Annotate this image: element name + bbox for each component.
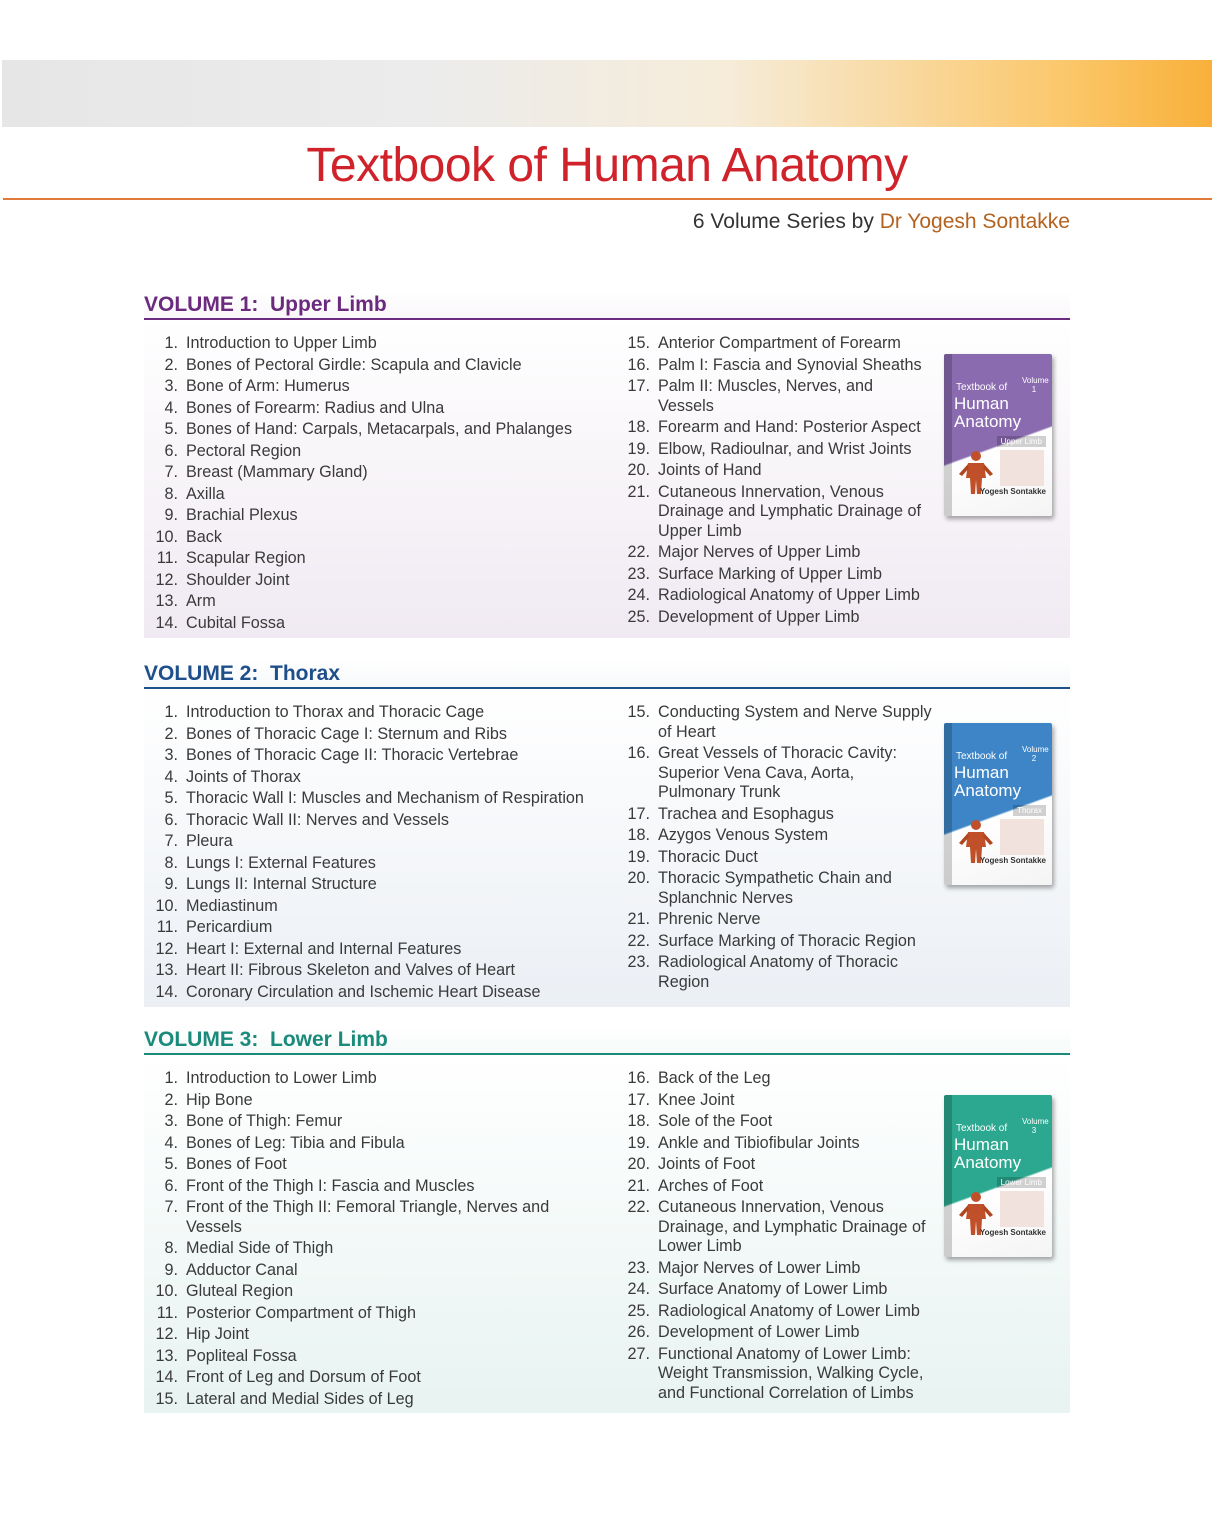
chapter-title: Bones of Leg: Tibia and Fibula — [186, 1133, 405, 1152]
chapter-item — [622, 703, 932, 742]
chapter-number: 17. — [627, 377, 650, 395]
chapter-title: Functional Anatomy of Lower Limb: Weight Transmission, Walking Cycle, and Functional Correlation of Limbs — [658, 1344, 924, 1402]
chapter-title: Forearm and Hand: Posterior Aspect — [658, 418, 921, 436]
chapter-title: Joints of Thorax — [186, 767, 301, 786]
chapter-title: Thoracic Duct — [658, 847, 758, 866]
chapter-title: Bones of Hand: Carpals, Metacarpals, and Phalanges — [186, 420, 573, 438]
chapter-title: Axilla — [186, 484, 225, 503]
chapter-number: 19. — [627, 1133, 650, 1152]
chapter-item — [622, 461, 932, 481]
chapter-number: 20. — [627, 869, 650, 887]
book-cover-subtitle: Textbook of — [956, 382, 1008, 393]
chapter-number: 25. — [627, 1301, 650, 1320]
book-cover-title-line2: Anatomy — [954, 412, 1022, 431]
title-divider — [3, 198, 1212, 200]
chapter-item — [150, 875, 590, 895]
chapter-title: Major Nerves of Lower Limb — [658, 1258, 861, 1277]
chapter-title: Trachea and Esophagus — [658, 804, 834, 823]
chapter-item — [150, 1112, 590, 1132]
chapter-item — [150, 442, 590, 462]
chapter-number: 26. — [627, 1323, 650, 1341]
chapter-title: Radiological Anatomy of Upper Limb — [658, 586, 920, 604]
chapter-number: 23. — [627, 1258, 650, 1277]
chapter-item — [150, 334, 590, 354]
chapter-number: 19. — [627, 847, 650, 866]
chapter-item — [150, 614, 590, 634]
chapter-title: Back of the Leg — [658, 1069, 771, 1087]
chapter-item — [150, 571, 590, 591]
book-cover-title-line2: Anatomy — [954, 781, 1022, 800]
chapter-title: Arches of Foot — [658, 1176, 764, 1195]
volume-heading — [144, 292, 1070, 318]
book-cover-region: Thorax — [1013, 805, 1046, 816]
chapter-title: Ankle and Tibiofibular Joints — [658, 1133, 860, 1152]
chapter-item — [622, 910, 932, 930]
chapter-item — [622, 543, 932, 563]
chapter-number: 14. — [155, 1368, 178, 1386]
chapter-number: 24. — [627, 1280, 650, 1298]
chapter-number: 5. — [164, 789, 178, 807]
chapter-title: Introduction to Lower Limb — [186, 1069, 377, 1087]
chapter-number: 8. — [164, 484, 178, 503]
chapter-title: Radiological Anatomy of Thoracic Region — [658, 953, 898, 991]
chapter-title: Pectoral Region — [186, 441, 302, 460]
chapter-item — [622, 1198, 932, 1257]
chapter-item — [150, 789, 590, 809]
chapter-number: 5. — [164, 1155, 178, 1173]
chapter-item — [150, 854, 590, 874]
chapter-title: Surface Marking of Thoracic Region — [658, 931, 916, 950]
chapter-number: 18. — [627, 418, 650, 436]
series-byline — [693, 210, 1070, 234]
chapter-list-right — [622, 334, 932, 629]
chapter-title: Hip Bone — [186, 1090, 253, 1109]
chapter-item — [150, 1304, 590, 1324]
chapter-item — [150, 725, 590, 745]
chapter-number: 21. — [627, 910, 650, 928]
chapter-number: 7. — [164, 1198, 178, 1216]
chapter-title: Coronary Circulation and Ischemic Heart Disease — [186, 982, 541, 1001]
book-cover — [944, 1095, 1052, 1257]
chapter-item — [150, 1069, 590, 1089]
chapter-title: Introduction to Upper Limb — [186, 334, 377, 352]
chapter-number: 24. — [627, 586, 650, 604]
chapter-number: 6. — [164, 441, 178, 460]
chapter-item — [622, 1091, 932, 1111]
chapter-number: 13. — [155, 592, 178, 610]
chapter-item — [150, 1282, 590, 1302]
volume-heading — [144, 1027, 1070, 1053]
volume-name: Upper Limb — [270, 293, 387, 316]
chapter-title: Thoracic Wall II: Nerves and Vessels — [186, 810, 449, 829]
chapter-number: 16. — [627, 1069, 650, 1087]
chapter-number: 11. — [156, 1303, 178, 1322]
volume-1-section — [144, 292, 1070, 638]
chapter-item — [622, 418, 932, 438]
chapter-title: Shoulder Joint — [186, 570, 290, 589]
chapter-title: Front of the Thigh II: Femoral Triangle, Nerves and Vessels — [186, 1198, 550, 1236]
chapter-title: Anterior Compartment of Forearm — [658, 334, 901, 352]
chapter-title: Thoracic Wall I: Muscles and Mechanism of Respiration — [186, 789, 584, 807]
chapter-number: 16. — [627, 355, 650, 374]
chapter-title: Brachial Plexus — [186, 506, 298, 524]
chapter-title: Medial Side of Thigh — [186, 1239, 334, 1257]
chapter-number: 9. — [164, 875, 178, 893]
chapter-number: 7. — [164, 832, 178, 850]
book-cover-subtitle: Textbook of — [956, 1123, 1008, 1134]
chapter-number: 22. — [627, 1198, 650, 1216]
chapter-title: Cutaneous Innervation, Venous Drainage, and Lymphatic Drainage of Lower Limb — [658, 1198, 926, 1255]
chapter-list-right — [622, 703, 932, 994]
chapter-item — [150, 811, 590, 831]
chapter-number: 23. — [627, 953, 650, 971]
chapter-title: Pericardium — [186, 918, 273, 936]
book-cover-volume: Volume 3 — [1022, 1117, 1049, 1135]
chapter-title: Surface Anatomy of Lower Limb — [658, 1280, 888, 1298]
chapter-item — [150, 832, 590, 852]
chapter-number: 15. — [627, 334, 650, 352]
chapter-item — [150, 399, 590, 419]
chapter-item — [622, 1259, 932, 1279]
chapter-item — [622, 586, 932, 606]
chapter-item — [150, 592, 590, 612]
chapter-title: Adductor Canal — [186, 1260, 298, 1279]
book-cover-author: Yogesh Sontakke — [979, 487, 1046, 496]
chapter-title: Bone of Arm: Humerus — [186, 377, 350, 395]
chapter-title: Pleura — [186, 832, 233, 850]
chapter-title: Lateral and Medial Sides of Leg — [186, 1389, 414, 1408]
chapter-title: Heart I: External and Internal Features — [186, 939, 462, 958]
chapter-number: 7. — [164, 463, 178, 481]
chapter-number: 2. — [164, 724, 178, 743]
book-cover-subtitle: Textbook of — [956, 751, 1008, 762]
book-cover — [944, 723, 1052, 885]
chapter-item — [622, 1112, 932, 1132]
volume-contents — [144, 320, 1070, 638]
chapter-item — [622, 1069, 932, 1089]
chapter-number: 25. — [627, 607, 650, 626]
chapter-number: 12. — [155, 1325, 178, 1343]
chapter-number: 3. — [164, 377, 178, 395]
chapter-item — [622, 805, 932, 825]
chapter-item — [150, 377, 590, 397]
chapter-title: Phrenic Nerve — [658, 910, 761, 928]
chapter-title: Bone of Thigh: Femur — [186, 1112, 343, 1130]
chapter-title: Bones of Thoracic Cage II: Thoracic Vertebrae — [186, 746, 519, 764]
chapter-title: Thoracic Sympathetic Chain and Splanchnic Nerves — [658, 869, 892, 907]
chapter-number: 8. — [164, 853, 178, 872]
chapter-item — [150, 1155, 590, 1175]
chapter-number: 10. — [155, 896, 178, 915]
chapter-item — [622, 848, 932, 868]
chapter-title: Palm II: Muscles, Nerves, and Vessels — [658, 377, 874, 415]
chapter-item — [150, 485, 590, 505]
chapter-title: Scapular Region — [186, 549, 306, 567]
chapter-title: Joints of Foot — [658, 1155, 756, 1173]
header-color-band — [2, 60, 1212, 127]
volume-contents — [144, 689, 1070, 1007]
chapter-title: Surface Marking of Upper Limb — [658, 564, 883, 583]
chapter-title: Development of Lower Limb — [658, 1323, 860, 1341]
chapter-number: 15. — [155, 1389, 178, 1408]
chapter-title: Lungs I: External Features — [186, 853, 376, 872]
chapter-item — [622, 932, 932, 952]
chapter-item — [150, 528, 590, 548]
book-spine — [944, 1095, 952, 1257]
chapter-item — [150, 1390, 590, 1410]
chapter-title: Cutaneous Innervation, Venous Drainage and Lymphatic Drainage of Upper Limb — [658, 482, 922, 540]
chapter-number: 12. — [155, 939, 178, 958]
chapter-list-left — [150, 1069, 590, 1411]
chapter-item — [150, 940, 590, 960]
chapter-number: 1. — [164, 703, 178, 721]
chapter-number: 14. — [155, 613, 178, 632]
chapter-item — [622, 377, 932, 416]
chapter-title: Great Vessels of Thoracic Cavity: Superior Vena Cava, Aorta, Pulmonary Trunk — [658, 744, 898, 801]
chapter-item — [622, 1177, 932, 1197]
chapter-number: 14. — [155, 982, 178, 1001]
chapter-item — [150, 1347, 590, 1367]
chapter-item — [622, 826, 932, 846]
chapter-item — [150, 506, 590, 526]
chapter-item — [150, 1198, 590, 1237]
volume-3-section — [144, 1027, 1070, 1413]
chapter-number: 8. — [164, 1239, 178, 1257]
chapter-title: Major Nerves of Upper Limb — [658, 543, 861, 561]
chapter-number: 10. — [155, 1282, 178, 1300]
chapter-item — [622, 1280, 932, 1300]
chapter-item — [150, 420, 590, 440]
chapter-item — [150, 1134, 590, 1154]
book-cover — [944, 354, 1052, 516]
chapter-number: 6. — [164, 1176, 178, 1195]
chapter-number: 3. — [164, 1112, 178, 1130]
chapter-item — [622, 356, 932, 376]
chapter-item — [150, 1177, 590, 1197]
chapter-title: Sole of the Foot — [658, 1112, 773, 1130]
book-cover-region: Upper Limb — [997, 436, 1046, 447]
chapter-title: Bones of Thoracic Cage I: Sternum and Ribs — [186, 724, 507, 743]
chapter-number: 22. — [627, 543, 650, 561]
chapter-item — [622, 1134, 932, 1154]
chapter-item — [150, 703, 590, 723]
chapter-title: Elbow, Radioulnar, and Wrist Joints — [658, 439, 912, 458]
volume-heading — [144, 661, 1070, 687]
chapter-title: Palm I: Fascia and Synovial Sheaths — [658, 355, 922, 374]
chapter-title: Bones of Pectoral Girdle: Scapula and Clavicle — [186, 355, 522, 374]
chapter-title: Development of Upper Limb — [658, 607, 860, 626]
chapter-item — [150, 1239, 590, 1259]
volume-name: Lower Limb — [270, 1028, 388, 1051]
chapter-number: 2. — [164, 355, 178, 374]
chapter-number: 18. — [627, 826, 650, 844]
book-cover-region: Lower Limb — [997, 1177, 1046, 1188]
byline-prefix: 6 Volume Series by — [692, 210, 880, 233]
chapter-title: Bones of Foot — [186, 1155, 287, 1173]
volume-label: VOLUME 2: — [144, 662, 259, 685]
chapter-number: 10. — [155, 527, 178, 546]
chapter-title: Arm — [186, 592, 216, 610]
volume-label: VOLUME 1: — [144, 293, 259, 316]
chapter-number: 22. — [627, 931, 650, 950]
chapter-item — [150, 1325, 590, 1345]
chapter-item — [622, 1302, 932, 1322]
chapter-number: 23. — [627, 564, 650, 583]
chapter-item — [622, 869, 932, 908]
chapter-item — [150, 768, 590, 788]
book-cover-title-line1: Human — [954, 1135, 1009, 1154]
chapter-number: 27. — [627, 1344, 650, 1363]
book-cover-author: Yogesh Sontakke — [979, 856, 1046, 865]
chapter-number: 17. — [627, 804, 650, 823]
chapter-item — [622, 483, 932, 542]
chapter-number: 13. — [155, 961, 178, 979]
chapter-title: Joints of Hand — [658, 461, 762, 479]
chapter-number: 20. — [627, 461, 650, 479]
chapter-number: 4. — [164, 767, 178, 786]
chapter-title: Azygos Venous System — [658, 826, 829, 844]
chapter-number: 19. — [627, 439, 650, 458]
chapter-title: Conducting System and Nerve Supply of Heart — [658, 703, 932, 741]
chapter-item — [622, 953, 932, 992]
chapter-item — [150, 356, 590, 376]
chapter-number: 1. — [164, 1069, 178, 1087]
chapter-number: 12. — [155, 570, 178, 589]
book-cover-volume: Volume 2 — [1022, 745, 1049, 763]
book-cover-volume: Volume 1 — [1022, 376, 1049, 394]
chapter-number: 2. — [164, 1090, 178, 1109]
chapter-item — [622, 1345, 932, 1404]
chapter-item — [150, 549, 590, 569]
chapter-item — [150, 961, 590, 981]
book-cover-author: Yogesh Sontakke — [979, 1228, 1046, 1237]
book-cover-illustration — [1000, 1191, 1044, 1227]
chapter-number: 17. — [627, 1090, 650, 1109]
chapter-item — [150, 746, 590, 766]
chapter-number: 13. — [155, 1346, 178, 1365]
chapter-number: 16. — [627, 744, 650, 762]
chapter-number: 11. — [156, 918, 178, 936]
chapter-title: Front of the Thigh I: Fascia and Muscles — [186, 1176, 475, 1195]
chapter-number: 20. — [627, 1155, 650, 1173]
book-cover-title-line1: Human — [954, 763, 1009, 782]
chapter-item — [622, 608, 932, 628]
chapter-number: 5. — [164, 420, 178, 438]
chapter-number: 18. — [627, 1112, 650, 1130]
chapter-title: Mediastinum — [186, 896, 278, 915]
chapter-item — [622, 1155, 932, 1175]
chapter-title: Cubital Fossa — [186, 613, 285, 632]
chapter-number: 4. — [164, 398, 178, 417]
chapter-item — [622, 440, 932, 460]
chapter-title: Back — [186, 527, 222, 546]
volume-2-section — [144, 661, 1070, 1007]
chapter-title: Breast (Mammary Gland) — [186, 463, 368, 481]
chapter-number: 3. — [164, 746, 178, 764]
chapter-item — [622, 1323, 932, 1343]
chapter-title: Introduction to Thorax and Thoracic Cage — [186, 703, 485, 721]
volume-name: Thorax — [270, 662, 341, 685]
chapter-number: 15. — [627, 703, 650, 721]
chapter-list-left — [150, 703, 590, 1004]
chapter-title: Hip Joint — [186, 1325, 249, 1343]
book-spine — [944, 354, 952, 516]
chapter-title: Knee Joint — [658, 1090, 735, 1109]
chapter-title: Front of Leg and Dorsum of Foot — [186, 1368, 421, 1386]
chapter-list-left — [150, 334, 590, 635]
byline-author: Dr Yogesh Sontakke — [879, 210, 1070, 233]
book-cover-title-line1: Human — [954, 394, 1009, 413]
volume-contents — [144, 1055, 1070, 1413]
chapter-number: 11. — [156, 549, 178, 567]
chapter-item — [622, 744, 932, 803]
chapter-number: 9. — [164, 1260, 178, 1279]
chapter-title: Heart II: Fibrous Skeleton and Valves of Heart — [186, 961, 516, 979]
book-cover-title-line2: Anatomy — [954, 1153, 1022, 1172]
chapter-title: Popliteal Fossa — [186, 1346, 297, 1365]
chapter-number: 21. — [627, 482, 650, 501]
chapter-number: 21. — [627, 1176, 650, 1195]
book-cover-illustration — [1000, 819, 1044, 855]
chapter-item — [150, 918, 590, 938]
chapter-title: Gluteal Region — [186, 1282, 294, 1300]
chapter-title: Radiological Anatomy of Lower Limb — [658, 1301, 920, 1320]
chapter-number: 4. — [164, 1133, 178, 1152]
chapter-title: Posterior Compartment of Thigh — [186, 1303, 417, 1322]
chapter-number: 9. — [164, 506, 178, 524]
chapter-item — [622, 334, 932, 354]
volume-label: VOLUME 3: — [144, 1028, 259, 1051]
chapter-item — [150, 463, 590, 483]
chapter-item — [150, 1091, 590, 1111]
book-cover-illustration — [1000, 450, 1044, 486]
chapter-title: Bones of Forearm: Radius and Ulna — [186, 398, 445, 417]
chapter-number: 6. — [164, 810, 178, 829]
chapter-title: Lungs II: Internal Structure — [186, 875, 377, 893]
chapter-item — [150, 897, 590, 917]
page-title: Textbook of Human Anatomy — [306, 139, 908, 192]
chapter-item — [622, 565, 932, 585]
chapter-item — [150, 1261, 590, 1281]
book-spine — [944, 723, 952, 885]
chapter-item — [150, 1368, 590, 1388]
chapter-number: 1. — [164, 334, 178, 352]
chapter-list-right — [622, 1069, 932, 1405]
chapter-item — [150, 983, 590, 1003]
